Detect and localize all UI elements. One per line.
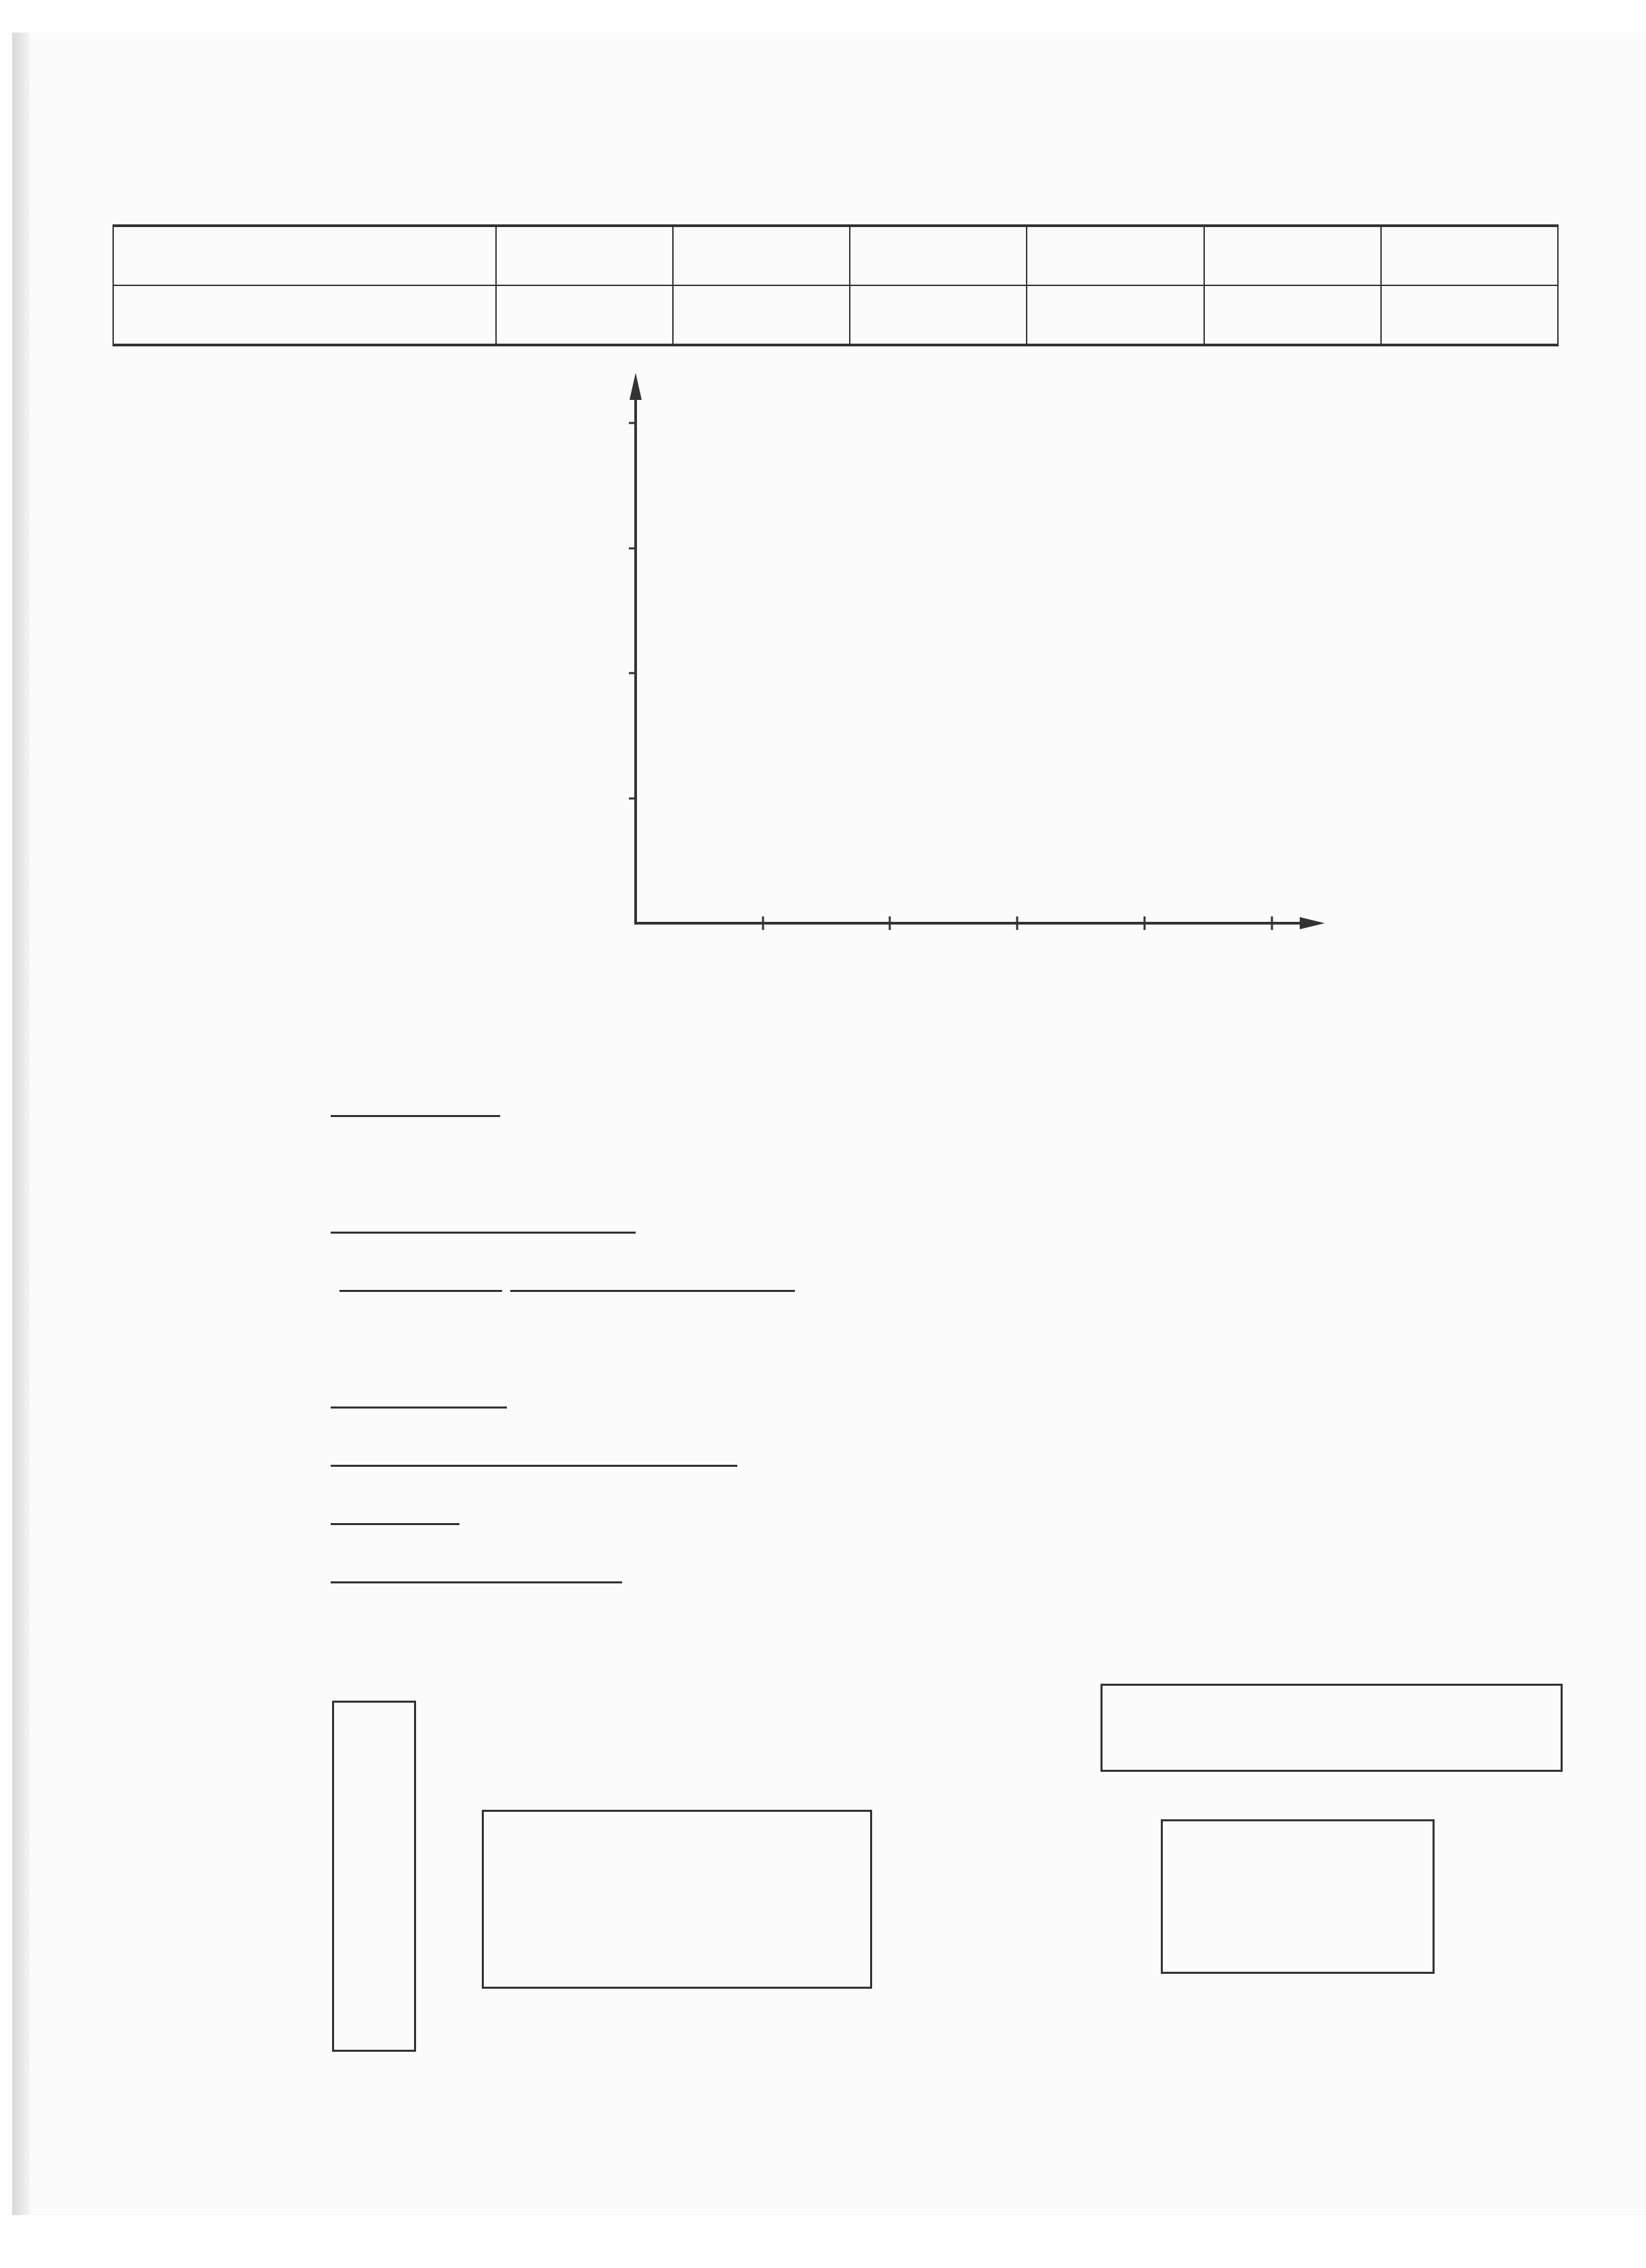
blank-kinetic[interactable] <box>331 1211 636 1234</box>
diagram-empty-box-1[interactable] <box>482 1810 872 1989</box>
blank-mechanical-part1[interactable] <box>331 1503 459 1525</box>
diagram-box-formulas <box>1100 1684 1563 1772</box>
x-axis-arrow-icon <box>1300 917 1325 929</box>
text-line-4 <box>331 1268 795 1299</box>
text-line-1 <box>331 1093 500 1124</box>
text-line-7 <box>331 1442 737 1474</box>
text-line-8 <box>331 1501 459 1532</box>
text-line-9 <box>331 1559 622 1590</box>
blank-mass[interactable] <box>340 1270 502 1292</box>
empty-graph-grid[interactable] <box>0 0 1646 990</box>
text-line-6 <box>331 1384 507 1415</box>
blank-mechanical-part2[interactable] <box>331 1561 622 1583</box>
blank-potential[interactable] <box>331 1444 737 1467</box>
blank-work[interactable] <box>331 1095 500 1117</box>
text-line-3 <box>331 1209 636 1240</box>
diagram-empty-box-2[interactable] <box>1161 1819 1435 1974</box>
diagram-box-energy-types <box>332 1701 416 2052</box>
y-axis-arrow-icon <box>630 373 642 400</box>
blank-speed[interactable] <box>510 1270 795 1292</box>
blank-earth[interactable] <box>331 1386 507 1409</box>
